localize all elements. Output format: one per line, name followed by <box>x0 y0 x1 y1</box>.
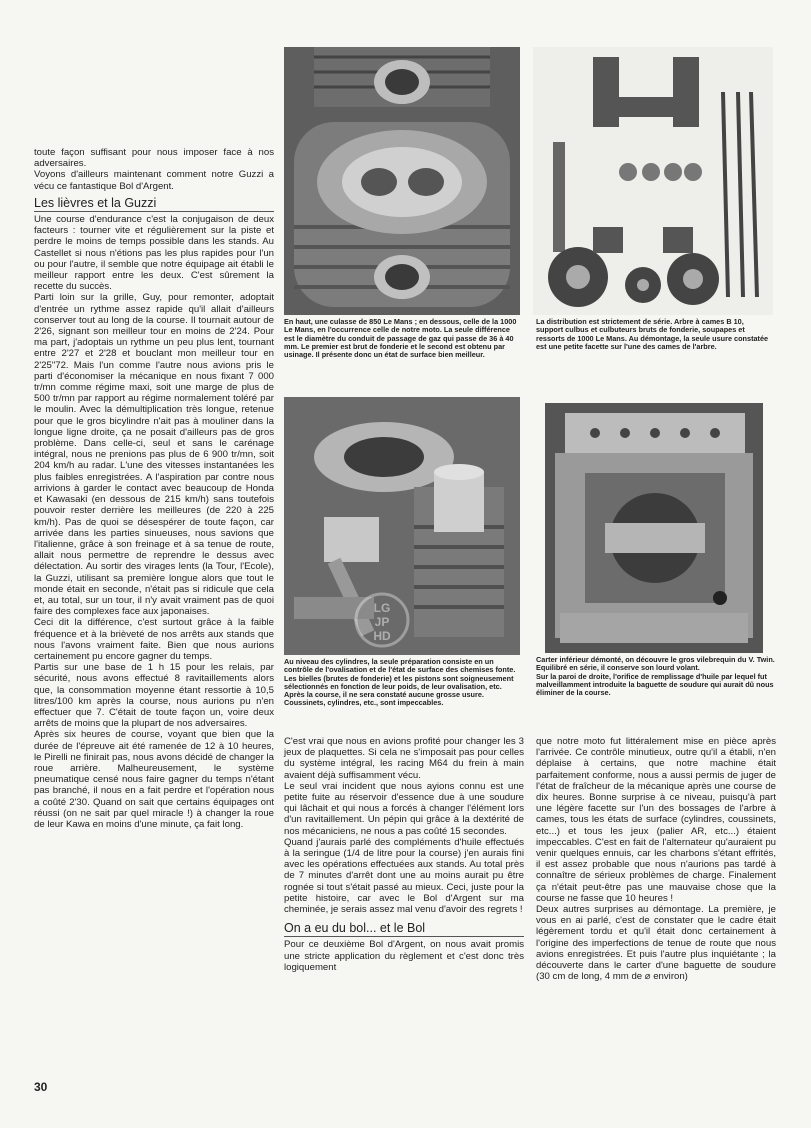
photo-caption: Carter inférieur démonté, on découvre le gros vilebrequin du V. Twin. Equilibré en série, il conserve son lourd volant. Sur la paroi de droite, l'orifice de remplissage d'huile par lequel fut malveillamment introduite la baguette de soudure qui aurait dû nous éliminer de la course. <box>536 655 775 698</box>
watermark <box>352 590 412 650</box>
paragraph: Deux autres surprises au démontage. La première, je vous en ai parlé, c'est de constater que le cadre était légèrement tordu et qu'il était donc certainement à l'origine des imperfections de tenue de route que nous avions enregistrées. Et puis l'autre plus inquiétante ; la découverte dans le carter d'une baguette de soudure (30 cm de long, 4 mm de ⌀ environ) <box>536 904 776 983</box>
paragraph: Parti loin sur la grille, Guy, pour remonter, adoptait d'entrée un rythme assez rapide qu'il allait d'ailleurs conserver tout au long de la course. Il tournait autour de 2'26, signant son meilleur tour en moins de 2'24. Pour ma part, j'adoptais un rythme un peu plus lent, tournant entre 2'27 et 2'28 et bouclant mon meilleur tour en 2'25"72. Mais l'un comme l'autre nous avions pris le parti d'économiser la mécanique en nous fixant 7 000 tr/mn comme régime maxi, soit une marge de plus de 500 tr/mn par rapport au régime normalement toléré par le moulin. Avec la démultiplication très longue, retenue pour que le gros bicylindre n'ait pas à mouliner dans la longue ligne droite, ça ne posait d'ailleurs pas de gros problème. Dans celle-ci, seul et sans le carénage intégral, nous ne prenions pas plus de 6 900 tr/mn, soit 204 km/h au radar. L'une des vitesses instantanées les plus faibles enregistrées. A l'aspiration par contre nous arrivions à garder le contact avec beaucoup de Honda et Kawasaki (en dessous de 215 km/h) sans toutefois pouvoir rester derrière les meilleures (de 220 à 225 km/h). Pas de quoi se désespérer de toute façon, car arrivée dans les parties sinueuses, nous savions que l'italienne, grâce à son freinage et à sa tenue de route, allait nous permettre de reprendre le dessus avec délectation. Au sortir des virages lents (la Tour, l'Ecole), la Guzzi, utilisant sa première longue alors que tout le monde était en seconde, n'était pas si ridicule que cela et, au total, sur un tour, il n'y avait vraiment pas de quoi faire des complexes face aux japonaises. <box>34 292 274 618</box>
svg-text:LG: LG <box>373 601 391 615</box>
photo-caption: En haut, une culasse de 850 Le Mans ; en dessous, celle de la 1000 Le Mans, en l'occurrence celle de notre moto. La seule différence est le diamètre du conduit de passage de gaz qui passe de 36 à 40 mm. Le premier est brut de fonderie et le second est obtenu par usinage. Il présente donc un état de surface bien meilleur. <box>284 317 517 360</box>
crankcase-photo <box>545 403 763 653</box>
paragraph: toute façon suffisant pour nous imposer face à nos adversaires. <box>34 147 274 170</box>
photo-caption: La distribution est strictement de série. Arbre à cames B 10, support culbus et culbuteurs bruts de fonderie, soupapes et ressorts de 1000 Le Mans. Au démontage, la seule usure constatée est une petite facette sur l'une des cames de l'arbre. <box>536 317 769 351</box>
paragraph: Quand j'aurais parlé des compléments d'huile effectués à la seringue (1/4 de litre pour la course) j'en aurais fini avec les opérations effectuées aux stands. Au total près de 7 minutes d'arrêt dont une au moins aurait pu être rognée si tout s'était passé au mieux. Ceci, juste pour la petite histoire, car avec le Bol d'Argent sur ma cheminée, je serais assez mal venu d'avoir des regrets ! <box>284 836 524 916</box>
paragraph: Pour ce deuxième Bol d'Argent, on nous avait promis une stricte application du règlement et c'est donc très logiquement <box>284 939 524 973</box>
section-heading: Les lièvres et la Guzzi <box>34 198 274 212</box>
column-2 <box>284 736 524 973</box>
paragraph: Le seul vrai incident que nous ayions connu est une petite fuite au réservoir d'essence due à une soudure qui lâchait et qui nous a forcés à changer l'élément lors d'un ravitaillement. Un pépin qui grâce à la dextérité de nos mécaniciens, ne nous a pas coûté 15 secondes. <box>284 780 524 837</box>
page-number: 30 <box>34 1080 48 1094</box>
column-1 <box>34 147 274 830</box>
photo-caption: Au niveau des cylindres, la seule préparation consiste en un contrôle de l'ovalisation et de l'état de surface des chemises fonte. Les bielles (brutes de fonderie) et les pistons sont soigneusement sélectionnés en fonction de leur poids, de leur ovalisation, etc. Après la course, il ne sera constaté aucune grosse usure. Coussinets, cylindres, etc., sont impeccables. <box>284 657 516 708</box>
paragraph: Voyons d'ailleurs maintenant comment notre Guzzi a vécu ce fantastique Bol d'Argent. <box>34 169 274 192</box>
paragraph: que notre moto fut littéralement mise en pièce après l'arrivée. Ce contrôle minutieux, outre qu'il a établi, n'en déplaise à certains, que notre machine était parfaitement conforme, nous a aussi permis de juger de l'état de fraîcheur de la mécanique après une course de dix heures. Bonne surprise à ce niveau, puisqu'à part une légère facette sur l'un des bossages de l'arbre à cames, tous les états de surface (cylindres, coussinets, etc...) et tous les jeux (palier AR, etc...) étaient impeccables. C'est en fait de l'alternateur qu'auraient pu venir quelques ennuis, car les charbons s'étant effrités, il est assez probable que nous n'aurions pas tardé à connaître de sérieux problèmes de charge. Finalement ça n'était peut-être pas une mauvaise chose que la course ne fasse que 10 heures ! <box>536 736 776 904</box>
column-3 <box>536 736 776 982</box>
paragraph: Ceci dit la différence, c'est surtout grâce à la faible fréquence et à la brièveté de nos arrêts aux stands que nous l'avons vraiment faite. Bien que nous aurions certainement pu encore gagner du temps. <box>34 617 274 662</box>
paragraph: Partis sur une base de 1 h 15 pour les relais, par sécurité, nous avons effectué 8 ravitaillements alors que, la consommation moyenne étant ressortie à 10,5 litres/100 km après la course, nous aurions pu n'en effectuer que 7. C'était de toute façon un, voire deux arrêts de moins que la plupart de nos adversaires. <box>34 662 274 730</box>
cylinder-head-photo <box>284 47 520 315</box>
svg-text:JP: JP <box>374 615 390 629</box>
svg-text:HD: HD <box>373 629 391 643</box>
paragraph: Après six heures de course, voyant que bien que la durée de l'épreuve ait été ramenée de 12 à 10 heures, le Pirelli ne finirait pas, nous avons décidé de changer la roue arrière. Malheureusement, le système pneumatique censé nous faire gagner du temps n'étant pas branché, il nous en a fait perdre et l'opération nous a coûté 2'30. Quand on sait que certains équipages ont réussi (on ne sait par quel miracle !) à changer la roue de leur Kawa en moins d'une minute, ça fait long. <box>34 729 274 830</box>
paragraph: C'est vrai que nous en avions profité pour changer les 3 jeux de plaquettes. Si cela ne s'imposait pas pour celles du système intégral, les racing M64 du frein à main avaient déjà suffisamment vécu. <box>284 736 524 781</box>
section-heading: On a eu du bol... et le Bol <box>284 923 524 937</box>
paragraph: Une course d'endurance c'est la conjugaison de deux facteurs : tourner vite et régulièrement sur la piste et perdre le moins de temps possible dans les stands. Au Castellet si nous n'étions pas les plus rapides pour l'un ou pour l'autre, il semble que notre équipage ait établi le meilleur rapport entre les deux. C'est sûrement la recette du succès. <box>34 214 274 293</box>
watermark-logo <box>352 590 412 650</box>
camshaft-photo <box>533 47 773 315</box>
